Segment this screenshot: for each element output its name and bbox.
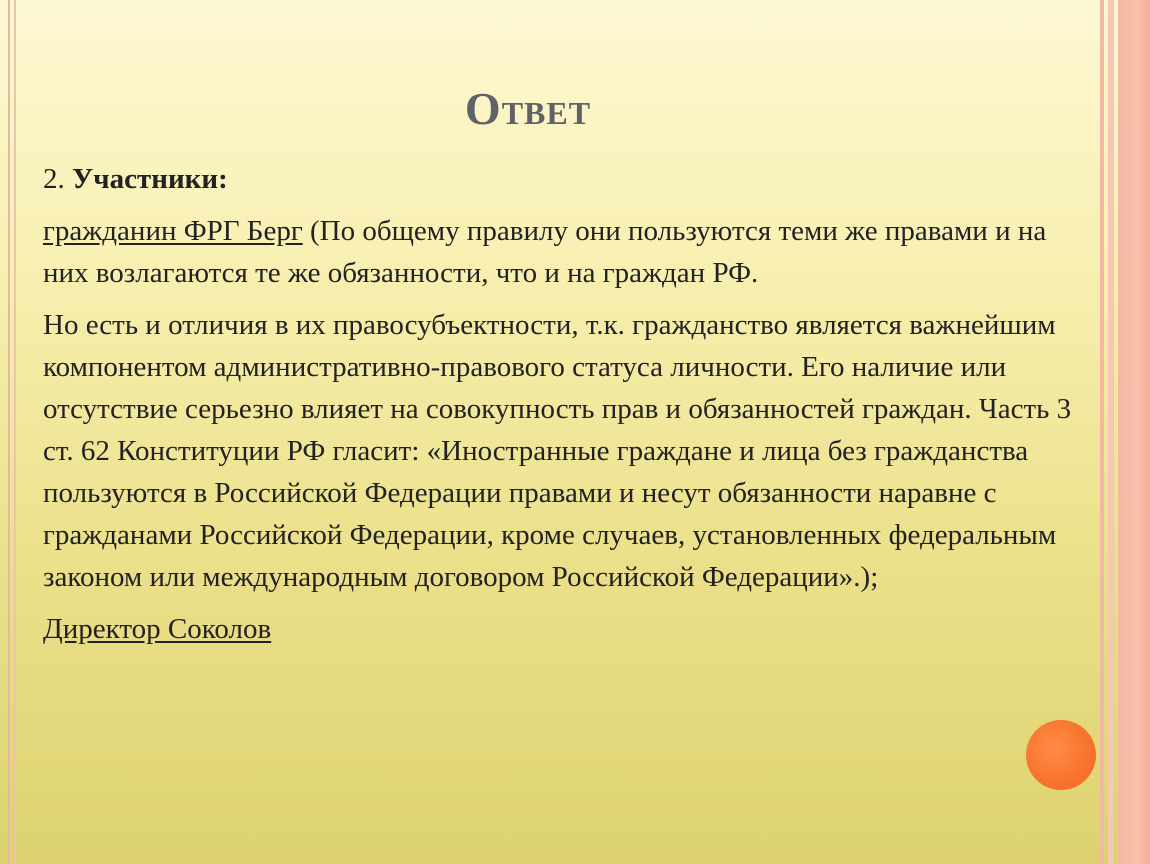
slide-title: Ответ	[464, 83, 592, 134]
decorative-stripe-right-3	[1118, 0, 1150, 864]
participants-heading	[43, 158, 1088, 200]
participant-berg-name: гражданин ФРГ Берг	[43, 215, 303, 247]
participant-berg-paragraph	[43, 210, 1088, 294]
participant-berg-text: (По общему правилу они пользуются теми же правами и на них возлагаются те же обязанности, что и на граждан РФ.	[43, 215, 1047, 289]
legal-status-paragraph: Но есть и отличия в их правосубъектности, т.к. гражданство является важнейшим компонентом административно-правового статуса личности. Его наличие или отсутствие серьезно влияет на совокупность прав и обязанностей граждан. Часть 3 ст. 62 Конституции РФ гласит: «Иностранные граждане и лица без гражданства пользуются в Российской Федерации правами и несут обязанности наравне с гражданами Российской Федерации, кроме случаев, установленных федеральным законом или международным договором Российской Федерации».);	[43, 309, 1072, 593]
decorative-stripe-right-1	[1100, 0, 1104, 864]
participant-sokolov-paragraph	[43, 608, 1088, 650]
decorative-stripe-right-2	[1108, 0, 1114, 864]
participant-sokolov-name: Директор Соколов	[43, 613, 272, 645]
decorative-orange-circle	[1026, 720, 1096, 790]
heading-number: 2.	[43, 163, 72, 195]
slide-body	[43, 158, 1088, 650]
heading-label: Участники:	[72, 163, 228, 195]
